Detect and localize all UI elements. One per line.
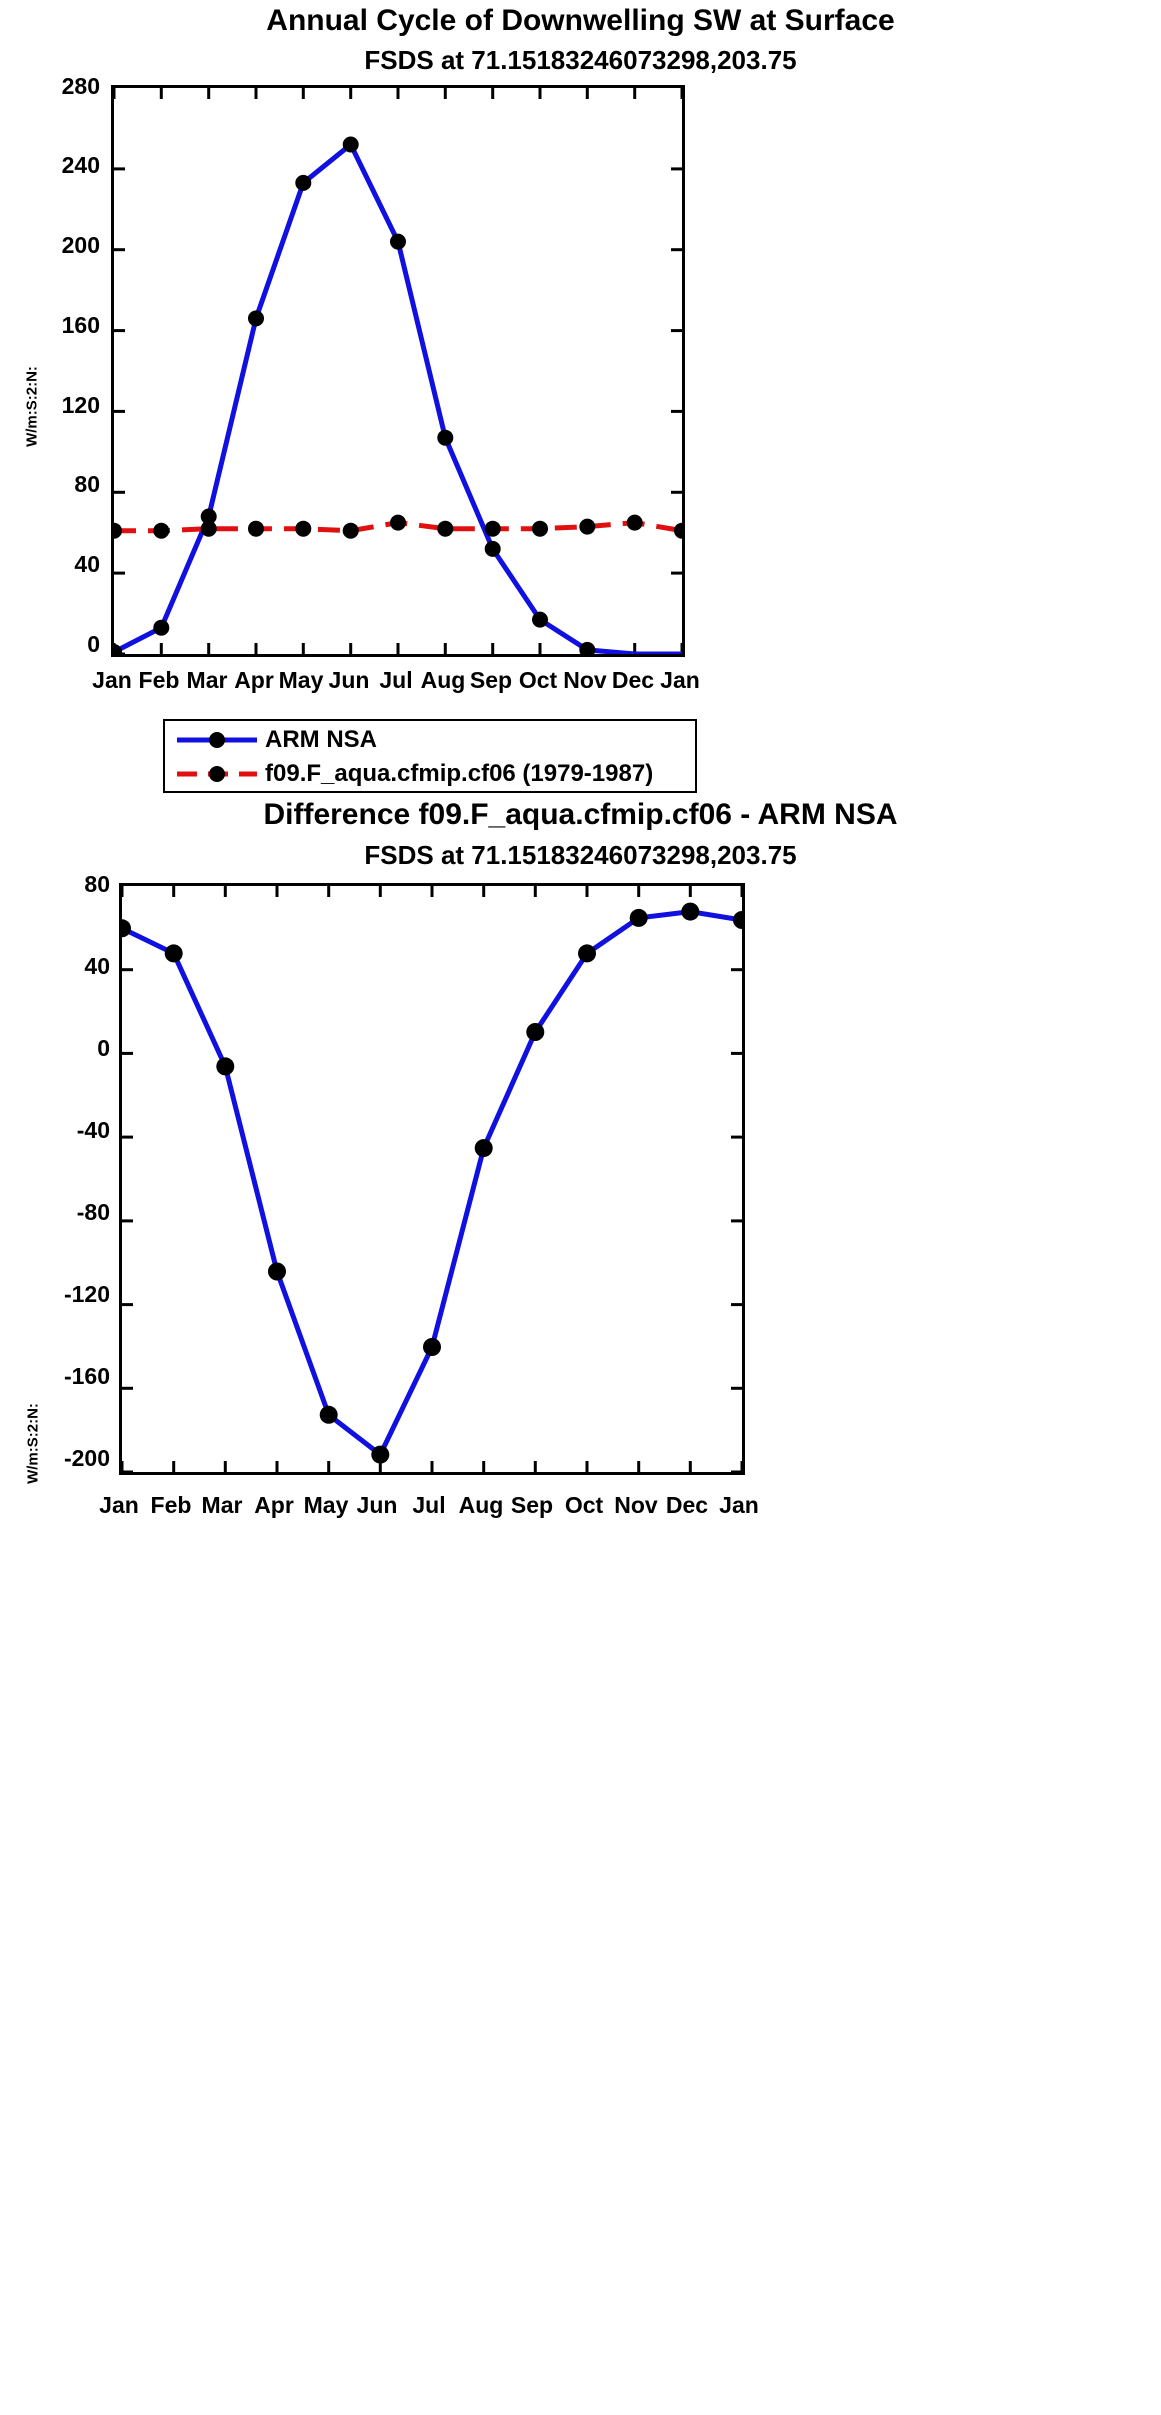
panel2-ytick-80: 80 [84, 871, 110, 897]
panel1-ytick-200: 200 [61, 232, 100, 258]
panel1-xtick-feb: Feb [138, 667, 180, 693]
panel1-xtick-may: May [278, 667, 324, 693]
legend-swatch-dashed [175, 762, 259, 786]
panel2-series-difference [122, 912, 742, 1455]
panel2-xtick-jan: Jan [99, 1492, 139, 1518]
panel1-xtick-jul: Jul [379, 667, 413, 693]
panel1-xtick-jun: Jun [328, 667, 370, 693]
panel2-xtick-apr: Apr [254, 1492, 294, 1518]
panel2-ytick-m80: -80 [76, 1199, 110, 1225]
legend [163, 719, 697, 793]
panel1-xtick-jan2: Jan [660, 667, 700, 693]
panel2-xtick-nov: Nov [614, 1492, 658, 1518]
legend-entry-arm-nsa [175, 723, 377, 757]
panel1-plot-area [111, 85, 685, 657]
panel2-xtick-aug: Aug [458, 1492, 504, 1518]
panel1-series-arm-nsa [114, 145, 682, 655]
legend-label-arm-nsa: ARM NSA [265, 726, 377, 753]
panel2-xtick-jan2: Jan [719, 1492, 759, 1518]
panel2-xtick-sep: Sep [510, 1492, 554, 1518]
panel2-markers-difference [122, 903, 742, 1464]
panel1-xtick-dec: Dec [611, 667, 655, 693]
legend-entry-f09 [175, 757, 653, 791]
panel-difference [0, 790, 1161, 2415]
panel2-xtick-mar: Mar [201, 1492, 243, 1518]
panel1-ytick-0: 0 [87, 631, 100, 657]
panel2-xtick-feb: Feb [150, 1492, 192, 1518]
legend-swatch-solid [175, 728, 259, 752]
panel1-tick-marks [114, 88, 682, 654]
panel1-ytick-240: 240 [61, 152, 100, 178]
panel1-xtick-nov: Nov [563, 667, 607, 693]
panel2-subtitle: FSDS at 71.15183246073298,203.75 [364, 840, 797, 870]
panel2-ytick-m120: -120 [63, 1281, 110, 1307]
panel2-ytick-m160: -160 [63, 1363, 110, 1389]
panel2-xtick-jun: Jun [356, 1492, 398, 1518]
panel1-xtick-sep: Sep [469, 667, 513, 693]
panel2-ytick-40: 40 [84, 953, 110, 979]
panel1-ytick-80: 80 [74, 471, 100, 497]
panel2-xtick-jul: Jul [412, 1492, 446, 1518]
panel1-xtick-apr: Apr [234, 667, 274, 693]
panel1-ytick-120: 120 [61, 392, 100, 418]
panel2-plot-svg [122, 886, 742, 1472]
legend-label-f09: f09.F_aqua.cfmip.cf06 (1979-1987) [265, 760, 654, 787]
panel2-xtick-dec: Dec [665, 1492, 709, 1518]
panel1-ytick-280: 280 [61, 73, 100, 99]
panel1-plot-svg [114, 88, 682, 654]
panel1-ytick-160: 160 [61, 312, 100, 338]
panel1-y-axis-label: W/m:S:2:N: [23, 366, 41, 447]
panel2-ytick-0: 0 [97, 1035, 110, 1061]
panel1-xtick-oct: Oct [518, 667, 558, 693]
panel1-xtick-mar: Mar [186, 667, 228, 693]
panel1-markers-arm-nsa [114, 137, 595, 655]
panel2-ytick-m40: -40 [76, 1117, 110, 1143]
panel2-title: Difference f09.F_aqua.cfmip.cf06 - ARM NSA [263, 798, 898, 831]
panel2-plot-area [119, 883, 745, 1475]
panel1-ytick-40: 40 [74, 551, 100, 577]
panel1-subtitle: FSDS at 71.15183246073298,203.75 [364, 45, 797, 75]
panel2-y-axis-label: W/m:S:2:N: [24, 1403, 42, 1484]
panel2-tick-marks [122, 886, 742, 1472]
panel2-xtick-may: May [303, 1492, 349, 1518]
panel1-title: Annual Cycle of Downwelling SW at Surface [266, 4, 895, 37]
panel1-xtick-jan: Jan [92, 667, 132, 693]
panel2-xtick-oct: Oct [564, 1492, 604, 1518]
panel2-ytick-m200: -200 [63, 1445, 110, 1471]
panel1-xtick-aug: Aug [420, 667, 466, 693]
